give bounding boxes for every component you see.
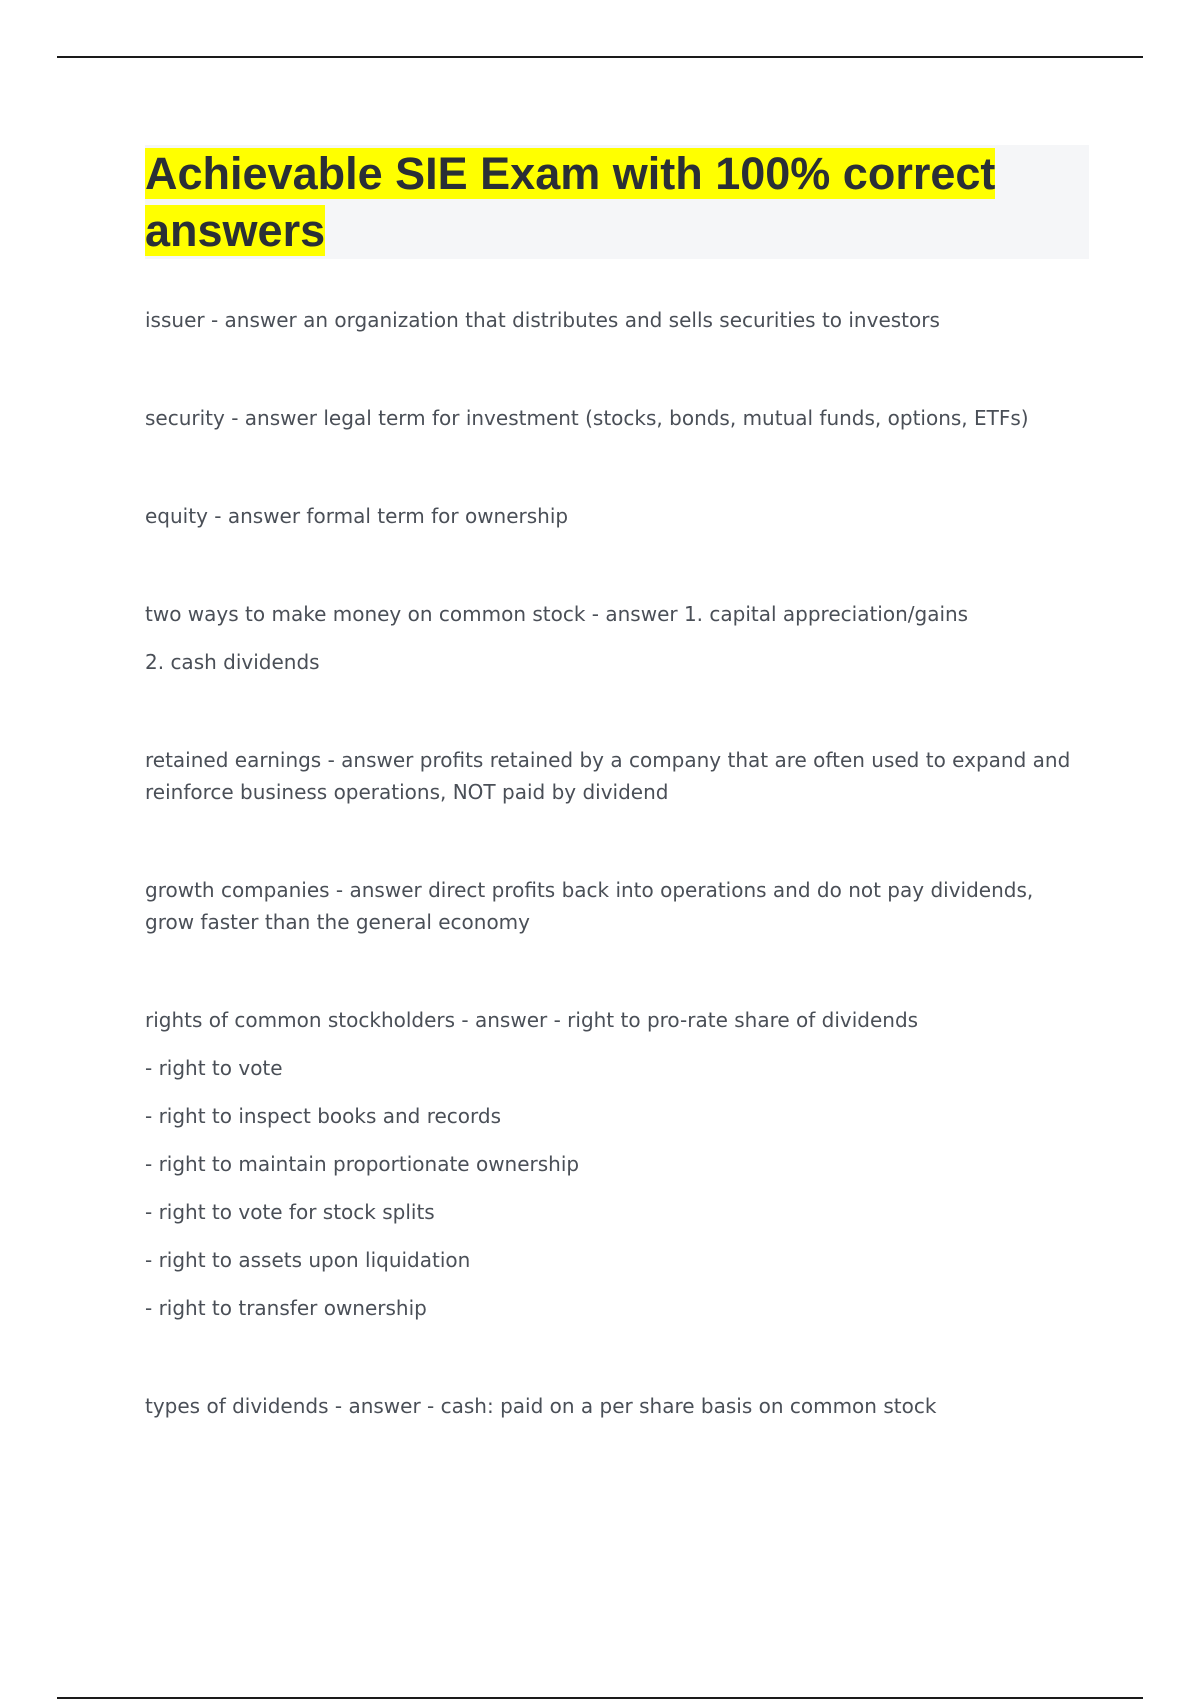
qa-entry-issuer (145, 304, 1085, 336)
title-block (145, 145, 1089, 259)
footer-rule (57, 1697, 1143, 1699)
qa-line: - right to maintain proportionate ownership (145, 1152, 580, 1176)
qa-entry-retained-earnings (145, 744, 1085, 808)
qa-entry-growth-companies (145, 874, 1085, 938)
document-title (145, 145, 1089, 259)
qa-entry-equity (145, 500, 1085, 532)
qa-line: security - answer legal term for investment (stocks, bonds, mutual funds, options, ETFs) (145, 406, 1029, 430)
qa-entry-types-of-dividends (145, 1390, 1085, 1422)
qa-line: - right to transfer ownership (145, 1296, 427, 1320)
qa-line: two ways to make money on common stock - answer 1. capital appreciation/gains (145, 602, 969, 626)
qa-line: 2. cash dividends (145, 650, 320, 674)
qa-line: - right to inspect books and records (145, 1104, 502, 1128)
title-highlight: Achievable SIE Exam with 100% correct answers (145, 148, 996, 256)
header-rule (57, 56, 1143, 58)
qa-paragraph: growth companies - answer direct profits back into operations and do not pay dividends, grow faster than the general economy (145, 878, 1034, 934)
qa-line: rights of common stockholders - answer - right to pro-rate share of dividends (145, 1008, 919, 1032)
qa-entry-rights (145, 1004, 1085, 1324)
qa-line: - right to assets upon liquidation (145, 1248, 471, 1272)
qa-line: - right to vote (145, 1056, 283, 1080)
qa-line: - right to vote for stock splits (145, 1200, 435, 1224)
qa-line: equity - answer formal term for ownership (145, 504, 569, 528)
qa-entry-security (145, 402, 1085, 434)
qa-entry-two-ways (145, 598, 1085, 678)
qa-line: issuer - answer an organization that distributes and sells securities to investors (145, 308, 940, 332)
qa-line: types of dividends - answer - cash: paid on a per share basis on common stock (145, 1394, 937, 1418)
qa-paragraph: retained earnings - answer profits retained by a company that are often used to expand and reinforce business operations, NOT paid by dividend (145, 748, 1071, 804)
qa-list (145, 304, 1085, 1488)
